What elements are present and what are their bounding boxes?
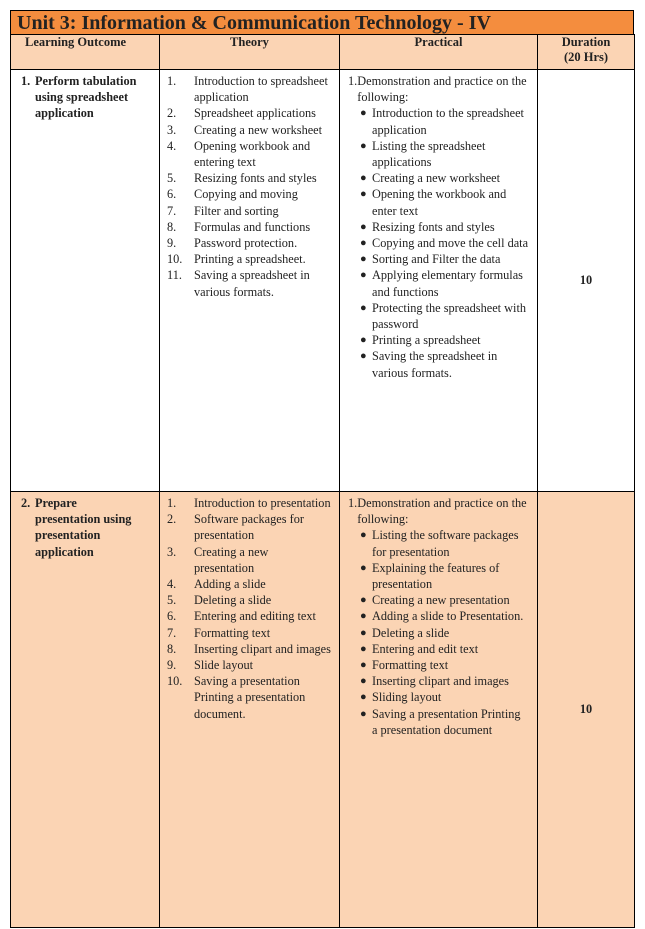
learning-outcome-cell — [11, 70, 160, 492]
bullet-icon: ● — [360, 642, 367, 655]
theory-item-text: Creating a new presentation — [194, 544, 269, 575]
practical-item — [360, 641, 529, 657]
theory-item — [160, 657, 339, 673]
theory-cell — [160, 70, 340, 492]
theory-list — [160, 73, 339, 300]
theory-item-number: 10. — [167, 252, 183, 267]
bullet-icon: ● — [360, 220, 367, 233]
theory-item-number: 10. — [167, 674, 183, 689]
practical-list — [348, 105, 529, 380]
practical-item-text: Protecting the spreadsheet with password — [372, 300, 527, 332]
theory-item — [160, 186, 339, 202]
theory-item-text: Printing a spreadsheet. — [194, 252, 306, 267]
header-theory: Theory — [160, 35, 340, 70]
header-duration-label: Duration — [561, 35, 611, 49]
practical-item-text: Resizing fonts and styles — [372, 219, 495, 234]
theory-item-number: 1. — [167, 496, 177, 510]
theory-item-number: 8. — [167, 219, 177, 234]
practical-item-text: Adding a slide to Presentation. — [372, 609, 524, 624]
practical-item — [360, 608, 529, 624]
table-row — [11, 70, 635, 492]
theory-item-number: 7. — [167, 203, 177, 218]
bullet-icon: ● — [360, 594, 367, 607]
theory-item-text: Formatting text — [194, 625, 271, 640]
bullet-icon: ● — [360, 561, 367, 574]
bullet-icon: ● — [360, 626, 367, 639]
practical-item — [360, 348, 529, 380]
theory-list — [160, 495, 339, 722]
bullet-icon: ● — [360, 237, 367, 250]
header-practical: Practical — [340, 35, 538, 70]
practical-item-text: Inserting clipart and images — [372, 674, 509, 689]
theory-item — [160, 608, 339, 624]
theory-item-number: 4. — [167, 138, 177, 153]
theory-item — [160, 641, 339, 657]
header-duration — [538, 35, 635, 70]
theory-item-number: 1. — [167, 74, 177, 88]
practical-item-text: Saving the spreadsheet in various formats. — [372, 349, 498, 380]
practical-item-text: Sorting and Filter the data — [372, 252, 501, 267]
theory-item-number: 9. — [167, 658, 177, 673]
theory-item — [160, 105, 339, 121]
practical-item-text: Sliding layout — [372, 690, 442, 705]
theory-item — [160, 495, 339, 511]
learning-outcome-cell — [11, 492, 160, 928]
practical-item — [360, 251, 529, 267]
bullet-icon: ● — [360, 334, 367, 347]
practical-cell — [340, 492, 538, 928]
theory-item-text: Spreadsheet applications — [194, 106, 316, 121]
bullet-icon: ● — [360, 301, 367, 314]
practical-number: 1. — [348, 74, 358, 88]
bullet-icon: ● — [360, 675, 367, 688]
theory-item-text: Saving a presentation Printing a presentation document. — [194, 674, 306, 721]
theory-item-number: 11. — [167, 268, 182, 283]
theory-item-number: 8. — [167, 641, 177, 656]
practical-item — [360, 138, 529, 170]
practical-item — [360, 105, 529, 137]
theory-item-number: 5. — [167, 171, 177, 186]
theory-item-text: Opening workbook and entering text — [194, 138, 311, 170]
practical-item — [360, 235, 529, 251]
theory-item — [160, 576, 339, 592]
practical-item — [360, 527, 529, 559]
theory-item-number: 2. — [167, 512, 177, 527]
theory-item-text: Software packages for presentation — [194, 512, 304, 543]
theory-item-text: Introduction to presentation — [194, 496, 331, 510]
theory-item-text: Slide layout — [194, 658, 254, 673]
theory-item-text: Saving a spreadsheet in various formats. — [194, 268, 310, 299]
practical-number: 1. — [348, 496, 358, 510]
practical-item-text: Explaining the features of presentation — [372, 560, 500, 592]
practical-item-text: Entering and edit text — [372, 641, 479, 656]
outcome-number: 2. — [21, 496, 31, 510]
outcome-number: 1. — [21, 74, 31, 88]
theory-item-text: Deleting a slide — [194, 593, 272, 608]
duration-cell: 10 — [538, 70, 635, 492]
theory-item-text: Copying and moving — [194, 187, 298, 202]
practical-item — [360, 592, 529, 608]
practical-item-text: Applying elementary formulas and functions — [372, 268, 523, 299]
practical-item — [360, 625, 529, 641]
header-learning-outcome: Learning Outcome — [11, 35, 160, 70]
table-row — [11, 492, 635, 928]
practical-item-text: Listing the software packages for presentation — [372, 528, 519, 559]
theory-item-text: Inserting clipart and images — [194, 641, 331, 656]
theory-item-text: Formulas and functions — [194, 219, 311, 234]
practical-item-text: Listing the spreadsheet applications — [372, 138, 486, 170]
theory-item — [160, 235, 339, 251]
bullet-icon: ● — [360, 188, 367, 201]
practical-item — [360, 560, 529, 592]
theory-item-text: Password protection. — [194, 236, 298, 251]
practical-item — [360, 300, 529, 332]
practical-item — [360, 689, 529, 705]
theory-item — [160, 219, 339, 235]
unit-title: Unit 3: Information & Communication Technology - IV — [10, 10, 634, 34]
theory-item-text: Creating a new worksheet — [194, 122, 323, 137]
theory-item — [160, 203, 339, 219]
theory-item-number: 9. — [167, 236, 177, 251]
practical-item — [360, 332, 529, 348]
theory-item-number: 6. — [167, 609, 177, 624]
practical-item-text: Copying and move the cell data — [372, 236, 529, 251]
practical-item — [360, 219, 529, 235]
table-header-row — [11, 35, 635, 70]
theory-item — [160, 138, 339, 170]
bullet-icon: ● — [360, 139, 367, 152]
duration-cell: 10 — [538, 492, 635, 928]
outcome-text: Prepare presentation using presentation application — [35, 496, 132, 559]
bullet-icon: ● — [360, 707, 367, 720]
practical-item — [360, 673, 529, 689]
theory-item — [160, 592, 339, 608]
theory-item-number: 7. — [167, 625, 177, 640]
practical-item — [360, 657, 529, 673]
theory-item-number: 2. — [167, 106, 177, 121]
theory-item — [160, 122, 339, 138]
theory-item — [160, 251, 339, 267]
theory-item-number: 3. — [167, 122, 177, 137]
bullet-icon: ● — [360, 253, 367, 266]
bullet-icon: ● — [360, 659, 367, 672]
practical-item-text: Creating a new presentation — [372, 593, 510, 608]
theory-item — [160, 170, 339, 186]
theory-item-number: 6. — [167, 187, 177, 202]
practical-item-text: Saving a presentation Printing a presentation document — [372, 706, 521, 737]
bullet-icon: ● — [360, 172, 367, 185]
practical-intro: Demonstration and practice on the following: — [357, 74, 527, 105]
theory-item-text: Introduction to spreadsheet application — [194, 74, 328, 105]
bullet-icon: ● — [360, 350, 367, 363]
bullet-icon: ● — [360, 529, 367, 542]
bullet-icon: ● — [360, 610, 367, 623]
theory-item — [160, 625, 339, 641]
theory-item-number: 4. — [167, 577, 177, 592]
bullet-icon: ● — [360, 691, 367, 704]
theory-cell — [160, 492, 340, 928]
practical-list — [348, 527, 529, 738]
practical-item — [360, 267, 529, 299]
bullet-icon: ● — [360, 269, 367, 282]
theory-item — [160, 73, 339, 105]
practical-item — [360, 706, 529, 738]
practical-item — [360, 186, 529, 218]
theory-item — [160, 267, 339, 299]
practical-item-text: Formatting text — [372, 658, 449, 673]
theory-item — [160, 511, 339, 543]
theory-item-number: 5. — [167, 593, 177, 608]
theory-item — [160, 673, 339, 722]
practical-cell — [340, 70, 538, 492]
theory-item — [160, 544, 339, 576]
practical-intro: Demonstration and practice on the following: — [357, 496, 527, 527]
curriculum-page — [10, 10, 634, 919]
practical-item — [360, 170, 529, 186]
theory-item-text: Filter and sorting — [194, 203, 279, 218]
curriculum-table — [10, 34, 635, 928]
outcome-text: Perform tabulation using spreadsheet application — [35, 74, 137, 121]
theory-item-text: Resizing fonts and styles — [194, 171, 317, 186]
practical-item-text: Deleting a slide — [372, 625, 450, 640]
theory-item-number: 3. — [167, 544, 177, 559]
bullet-icon: ● — [360, 107, 367, 120]
theory-item-text: Entering and editing text — [194, 609, 316, 624]
theory-item-text: Adding a slide — [194, 577, 266, 592]
practical-item-text: Creating a new worksheet — [372, 171, 501, 186]
practical-item-text: Printing a spreadsheet — [372, 333, 481, 348]
practical-item-text: Introduction to the spreadsheet application — [372, 106, 524, 137]
practical-item-text: Opening the workbook and enter text — [372, 187, 507, 218]
header-duration-hours: (20 Hrs) — [563, 50, 609, 64]
